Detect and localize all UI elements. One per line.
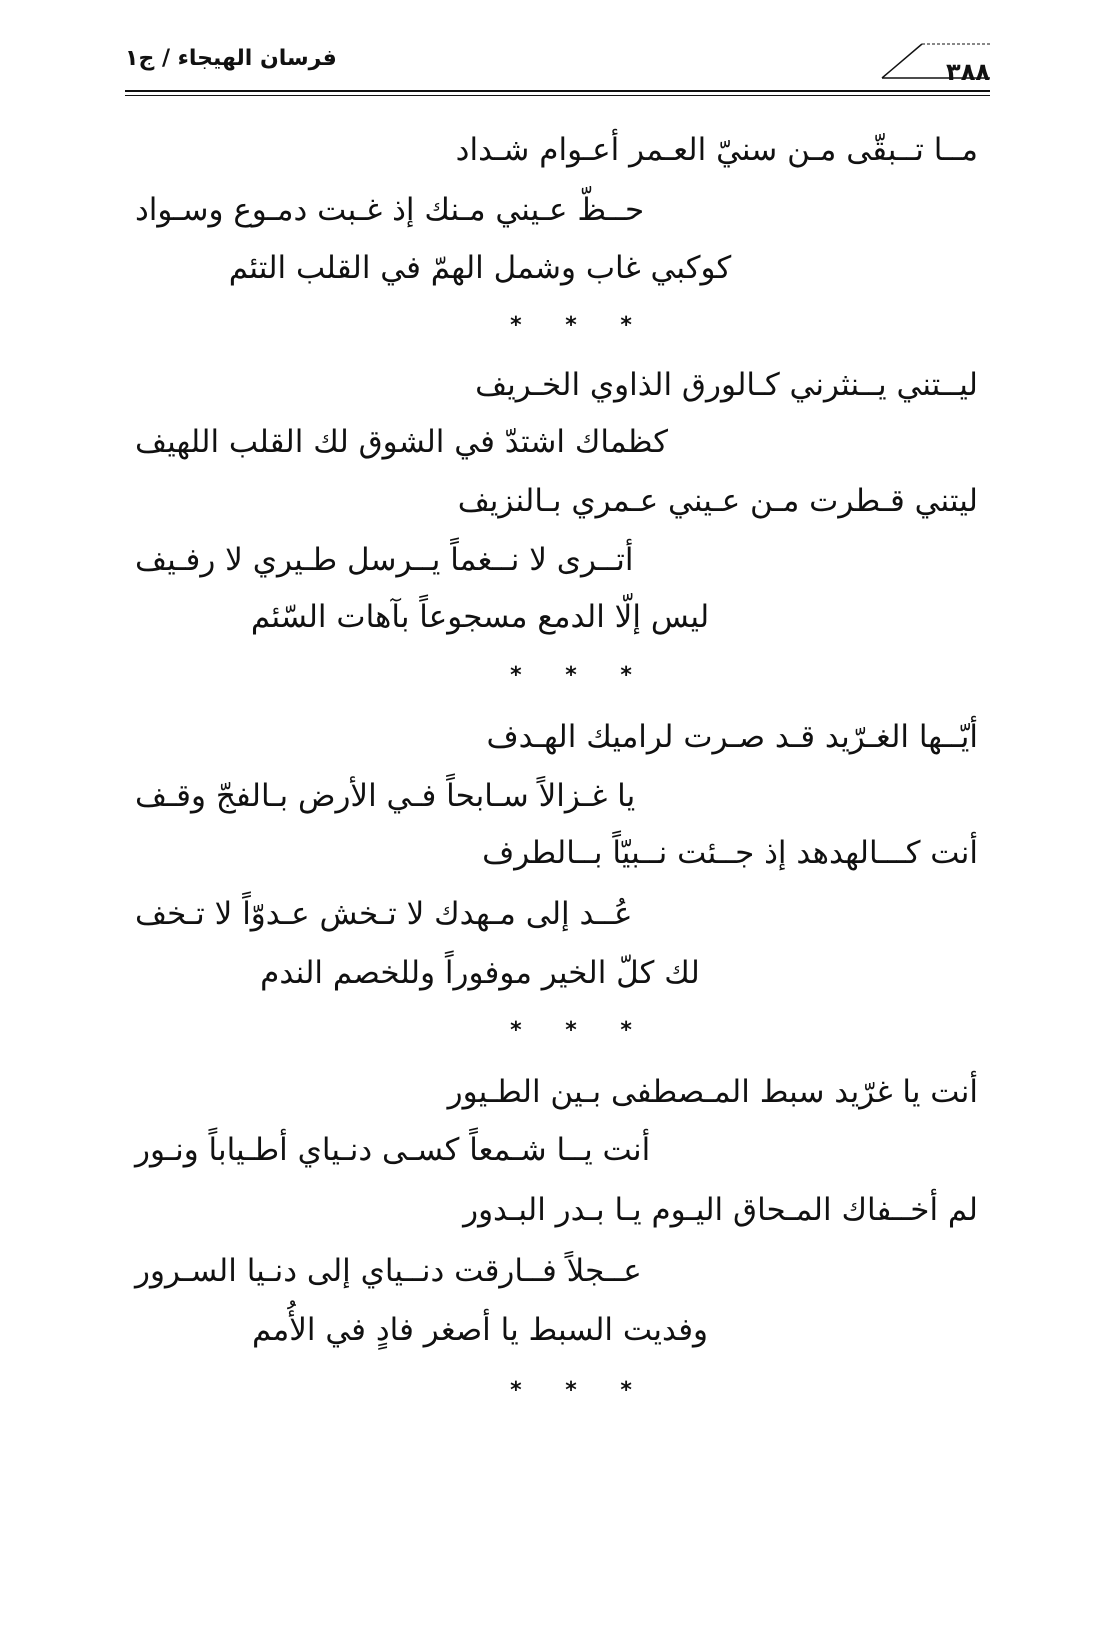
verse-line: يا غـزالاً سـابحاً فـي الأرض بـالفجّ وقـف: [135, 778, 636, 814]
stanza-separator: * * *: [510, 1378, 650, 1403]
verse-line-closing: كوكبي غاب وشمل الهمّ في القلب التئم: [228, 250, 732, 286]
verse-line: مــا تــبقّى مـن سنيّ العـمر أعـوام شـداد: [455, 132, 978, 168]
verse-line: أنت يــا شـمعاً كسـى دنـياي أطـياباً ونـور: [135, 1132, 651, 1168]
verse-line: لم أخــفاك المـحاق اليـوم يـا بـدر البـدور: [463, 1192, 978, 1228]
book-title: فرسان الهيجاء / ج١: [125, 46, 337, 71]
verse-line: ليتني قـطرت مـن عـيني عـمري بـالنزيف: [457, 483, 978, 519]
verse-line: أنت كـــالهدهد إذ جــئت نــبيّاً بــالطرف: [482, 835, 978, 871]
stanza-separator: * * *: [510, 1018, 650, 1043]
verse-line: أتــرى لا نــغماً يــرسل طـيري لا رفـيف: [135, 542, 634, 578]
verse-line: عُــد إلى مـهدك لا تـخش عـدوّاً لا تـخف: [135, 896, 633, 932]
verse-line: عــجلاً فــارقت دنــياي إلى دنـيا السـرور: [135, 1253, 642, 1289]
verse-line: أنت يا غرّيد سبط المـصطفى بـين الطـيور: [447, 1074, 978, 1110]
verse-line-closing: ليس إلّا الدمع مسجوعاً بآهات السّئم: [250, 599, 710, 635]
verse-line-closing: لك كلّ الخير موفوراً وللخصم الندم: [260, 955, 700, 991]
verse-line: كظماك اشتدّ في الشوق لك القلب اللهيف: [135, 424, 668, 460]
verse-line: حــظّ عـيني مـنك إذ غـبت دمـوع وسـواد: [135, 192, 645, 228]
stanza-separator: * * *: [510, 663, 650, 688]
verse-line-closing: وفديت السبط يا أصغر فادٍ في الأُمم: [251, 1312, 709, 1348]
stanza-separator: * * *: [510, 313, 650, 338]
verse-line: أيّــها الغـرّيد قـد صـرت لراميك الهـدف: [486, 719, 978, 755]
verse-line: ليــتني يــنثرني كـالورق الذاوي الخـريف: [475, 367, 978, 403]
page-number: ٣٨٨: [946, 58, 990, 86]
header-divider: [125, 90, 990, 96]
